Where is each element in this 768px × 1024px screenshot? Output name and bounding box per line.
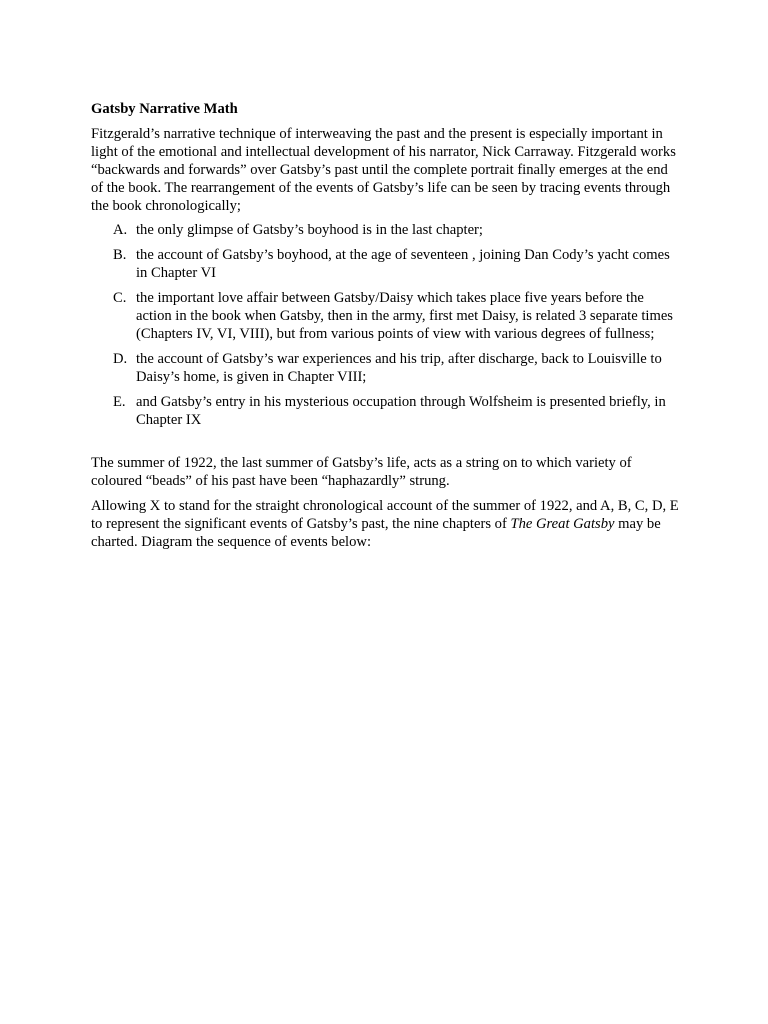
paragraph-spacer — [91, 436, 681, 454]
intro-paragraph: Fitzgerald’s narrative technique of interweaving the past and the present is especially important in light of the emotional and intellectual development of his narrator, Nick Carraway. Fitzgerald works “backwards and forwards” over Gatsby’s past until the complete portrait finally emerges at the end of the book. The rearrangement of the events of Gatsby’s life can be seen by tracing events through the book chronologically; — [91, 126, 676, 214]
list-marker: D. — [113, 351, 128, 367]
book-title-italic: The Great Gatsby — [510, 516, 615, 532]
chart-instructions-text-end: may be charted. Diagram the sequence of events below: — [91, 516, 661, 550]
list-item — [91, 289, 681, 343]
events-list — [91, 221, 681, 429]
list-marker: E. — [113, 394, 126, 410]
list-item — [91, 393, 681, 429]
document-title: Gatsby Narrative Math — [91, 101, 238, 117]
summer-paragraph: The summer of 1922, the last summer of Gatsby’s life, acts as a string on to which variety of coloured “beads” of his past have been “haphazardly” strung. — [91, 455, 632, 489]
list-item — [91, 246, 681, 282]
list-item-text: the account of Gatsby’s boyhood, at the age of seventeen , joining Dan Cody’s yacht comes in Chapter VI — [136, 247, 670, 281]
list-item-text: the only glimpse of Gatsby’s boyhood is in the last chapter; — [136, 222, 483, 238]
list-marker: B. — [113, 247, 127, 263]
chart-instructions-text-start: Allowing X to stand for the straight chronological account of the summer of 1922, and A, B, C, D, E to represent the significant events of Gatsby’s past, the nine chapters of — [91, 498, 679, 532]
list-item — [91, 350, 681, 386]
list-marker: C. — [113, 290, 127, 306]
document-page — [91, 99, 681, 551]
list-item-text: and Gatsby’s entry in his mysterious occupation through Wolfsheim is presented briefly, in Chapter IX — [136, 394, 666, 428]
list-marker: A. — [113, 222, 128, 238]
list-item — [91, 221, 681, 239]
list-item-text: the account of Gatsby’s war experiences and his trip, after discharge, back to Louisville to Daisy’s home, is given in Chapter VIII; — [136, 351, 662, 385]
chart-instructions-paragraph — [91, 497, 681, 551]
list-item-text: the important love affair between Gatsby/Daisy which takes place five years before the action in the book when Gatsby, then in the army, first met Daisy, is related 3 separate times (Chapters IV, VI, VIII), but from various points of view with various degrees of fullness; — [136, 290, 673, 342]
